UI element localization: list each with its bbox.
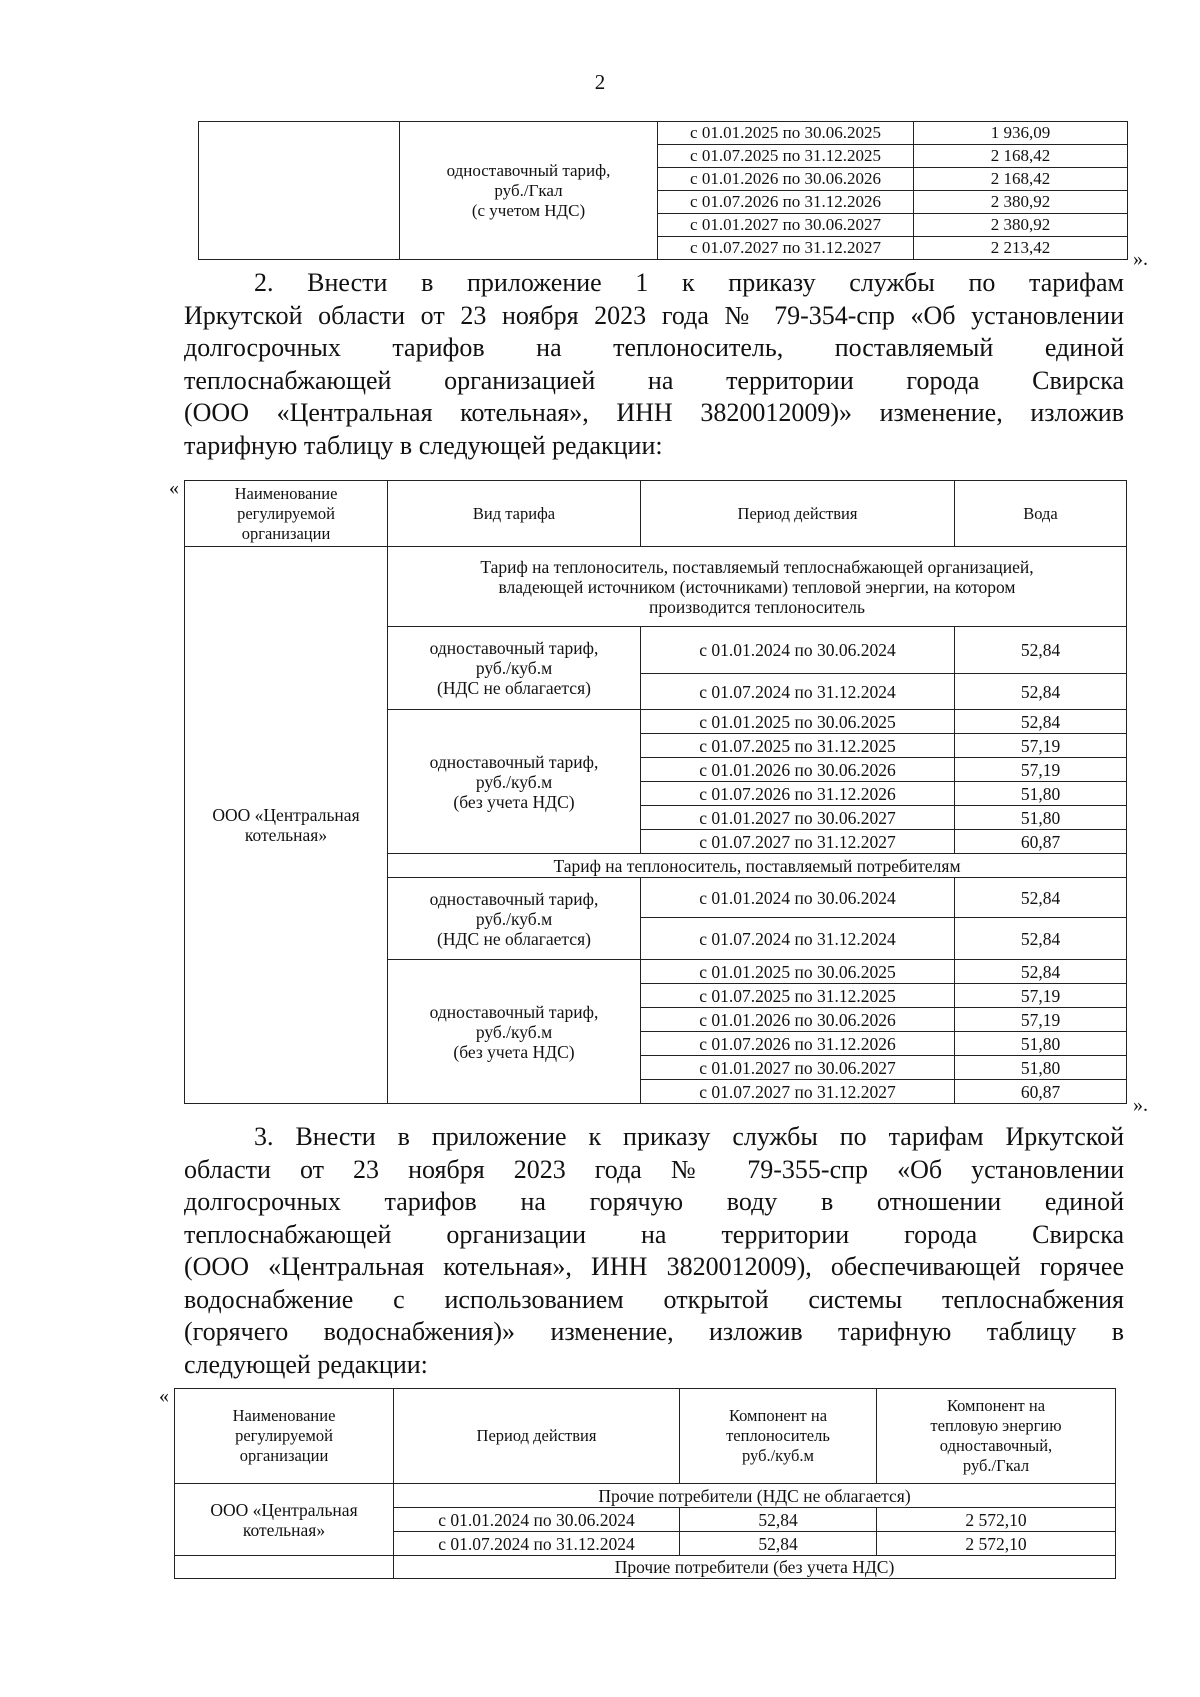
period-cell: с 01.07.2027 по 31.12.2027 — [641, 1080, 955, 1104]
period-cell: с 01.01.2024 по 30.06.2024 — [394, 1508, 680, 1532]
period-cell: с 01.01.2027 по 30.06.2027 — [641, 806, 955, 830]
value-cell: 2 168,42 — [914, 145, 1128, 168]
value-cell: 52,84 — [955, 710, 1127, 734]
table1-close-mark: ». — [1133, 248, 1148, 270]
header-water: Вода — [955, 481, 1127, 547]
paragraph-line: долгосрочных тарифов на теплоноситель, поставляемый единой — [184, 333, 1124, 362]
header-period: Период действия — [394, 1389, 680, 1484]
paragraph-line: теплоснабжающей организации на территории города Свирска — [184, 1219, 1124, 1249]
value-cell: 51,80 — [955, 1056, 1127, 1080]
value-cell: 52,84 — [680, 1508, 877, 1532]
paragraph-2 — [184, 267, 1124, 462]
org-name-cell: ООО «Центральная котельная» — [185, 547, 388, 1104]
period-cell: с 01.07.2026 по 31.12.2026 — [641, 1032, 955, 1056]
value-cell: 57,19 — [955, 734, 1127, 758]
tariff-type-cell: одноставочный тариф, руб./куб.м (без учета НДС) — [388, 960, 641, 1104]
value-cell: 52,84 — [955, 960, 1127, 984]
header-component-energy: Компонент на тепловую энергию одноставочный, руб./Гкал — [877, 1389, 1116, 1484]
header-component-carrier: Компонент на теплоноситель руб./куб.м — [680, 1389, 877, 1484]
value-cell: 57,19 — [955, 1008, 1127, 1032]
period-cell: с 01.01.2026 по 30.06.2026 — [641, 758, 955, 782]
value-cell: 2 380,92 — [914, 191, 1128, 214]
period-cell: с 01.01.2025 по 30.06.2025 — [658, 122, 914, 145]
period-cell: с 01.01.2024 по 30.06.2024 — [641, 878, 955, 918]
value-cell: 57,19 — [955, 984, 1127, 1008]
period-cell: с 01.07.2026 по 31.12.2026 — [641, 782, 955, 806]
period-cell: с 01.01.2025 по 30.06.2025 — [641, 710, 955, 734]
paragraph-line: (ООО «Центральная котельная», ИНН 3820012009)» изменение, изложив — [184, 398, 1124, 427]
paragraph-line: теплоснабжающей организацией на территории города Свирска — [184, 365, 1124, 395]
paragraph-line: 2. Внести в приложение 1 к приказу службы по тарифам — [254, 268, 1124, 297]
value-cell: 1 936,09 — [914, 122, 1128, 145]
paragraph-3 — [184, 1121, 1124, 1381]
period-cell: с 01.07.2024 по 31.12.2024 — [641, 674, 955, 710]
period-cell: с 01.01.2027 по 30.06.2027 — [658, 214, 914, 237]
paragraph-line: тарифную таблицу в следующей редакции: — [184, 430, 663, 460]
value-cell: 51,80 — [955, 806, 1127, 830]
value-cell: 52,84 — [955, 918, 1127, 960]
paragraph-line: водоснабжение с использованием открытой системы теплоснабжения — [184, 1284, 1124, 1314]
period-cell: с 01.01.2026 по 30.06.2026 — [641, 1008, 955, 1032]
period-cell: с 01.01.2026 по 30.06.2026 — [658, 168, 914, 191]
period-cell: с 01.07.2025 по 31.12.2025 — [658, 145, 914, 168]
value-cell: 2 168,42 — [914, 168, 1128, 191]
section-heading: Тариф на теплоноситель, поставляемый теплоснабжающей организацией, владеющей источником (источниками) тепловой энергии, на котором производится теплоноситель — [388, 547, 1127, 627]
section-heading: Тариф на теплоноситель, поставляемый потребителям — [388, 854, 1127, 878]
value-cell: 51,80 — [955, 782, 1127, 806]
org-cell-empty — [199, 122, 400, 260]
paragraph-line: (горячего водоснабжения)» изменение, изложив тарифную таблицу в — [184, 1317, 1124, 1346]
period-cell: с 01.07.2025 по 31.12.2025 — [641, 984, 955, 1008]
tariff-table-heat-carrier — [184, 480, 1127, 1104]
table3-open-mark: « — [159, 1385, 169, 1407]
section-heading: Прочие потребители (НДС не облагается) — [394, 1484, 1116, 1508]
value-cell: 52,84 — [955, 878, 1127, 918]
value-cell: 2 572,10 — [877, 1532, 1116, 1556]
table2-open-mark: « — [169, 477, 179, 499]
paragraph-line: долгосрочных тарифов на горячую воду в отношении единой — [184, 1187, 1124, 1216]
period-cell: с 01.01.2027 по 30.06.2027 — [641, 1056, 955, 1080]
value-cell: 2 572,10 — [877, 1508, 1116, 1532]
paragraph-line: (ООО «Центральная котельная», ИНН 3820012009), обеспечивающей горячее — [184, 1252, 1124, 1281]
table2-close-mark: ». — [1133, 1094, 1148, 1116]
period-cell: с 01.07.2027 по 31.12.2027 — [641, 830, 955, 854]
org-cell-empty — [175, 1556, 394, 1579]
value-cell: 52,84 — [680, 1532, 877, 1556]
value-cell: 57,19 — [955, 758, 1127, 782]
paragraph-line: области от 23 ноября 2023 года № 79-355-спр «Об установлении — [184, 1154, 1124, 1184]
section-heading: Прочие потребители (без учета НДС) — [394, 1556, 1116, 1579]
tariff-type-cell: одноставочный тариф, руб./куб.м (без учета НДС) — [388, 710, 641, 854]
paragraph-line: следующей редакции: — [184, 1349, 428, 1379]
value-cell: 2 213,42 — [914, 237, 1128, 260]
period-cell: с 01.01.2024 по 30.06.2024 — [641, 627, 955, 674]
tariff-table-heat-continuation — [198, 121, 1128, 260]
period-cell: с 01.01.2025 по 30.06.2025 — [641, 960, 955, 984]
value-cell: 60,87 — [955, 1080, 1127, 1104]
paragraph-line: 3. Внести в приложение к приказу службы по тарифам Иркутской — [254, 1122, 1124, 1151]
value-cell: 51,80 — [955, 1032, 1127, 1056]
value-cell: 52,84 — [955, 674, 1127, 710]
page-number: 2 — [594, 70, 606, 94]
tariff-type-cell: одноставочный тариф, руб./куб.м (НДС не облагается) — [388, 878, 641, 960]
value-cell: 2 380,92 — [914, 214, 1128, 237]
tariff-type-cell: одноставочный тариф, руб./Гкал (с учетом НДС) — [400, 122, 658, 260]
tariff-type-cell: одноставочный тариф, руб./куб.м (НДС не облагается) — [388, 627, 641, 710]
paragraph-line: Иркутской области от 23 ноября 2023 года № 79-354-спр «Об установлении — [184, 300, 1124, 330]
value-cell: 60,87 — [955, 830, 1127, 854]
period-cell: с 01.07.2024 по 31.12.2024 — [394, 1532, 680, 1556]
period-cell: с 01.07.2025 по 31.12.2025 — [641, 734, 955, 758]
header-org: Наименование регулируемой организации — [185, 481, 388, 547]
value-cell: 52,84 — [955, 627, 1127, 674]
header-period: Период действия — [641, 481, 955, 547]
period-cell: с 01.07.2027 по 31.12.2027 — [658, 237, 914, 260]
org-name-cell: ООО «Центральная котельная» — [175, 1484, 394, 1556]
period-cell: с 01.07.2024 по 31.12.2024 — [641, 918, 955, 960]
header-tariff-type: Вид тарифа — [388, 481, 641, 547]
header-org: Наименование регулируемой организации — [175, 1389, 394, 1484]
tariff-table-hot-water — [174, 1388, 1116, 1579]
period-cell: с 01.07.2026 по 31.12.2026 — [658, 191, 914, 214]
